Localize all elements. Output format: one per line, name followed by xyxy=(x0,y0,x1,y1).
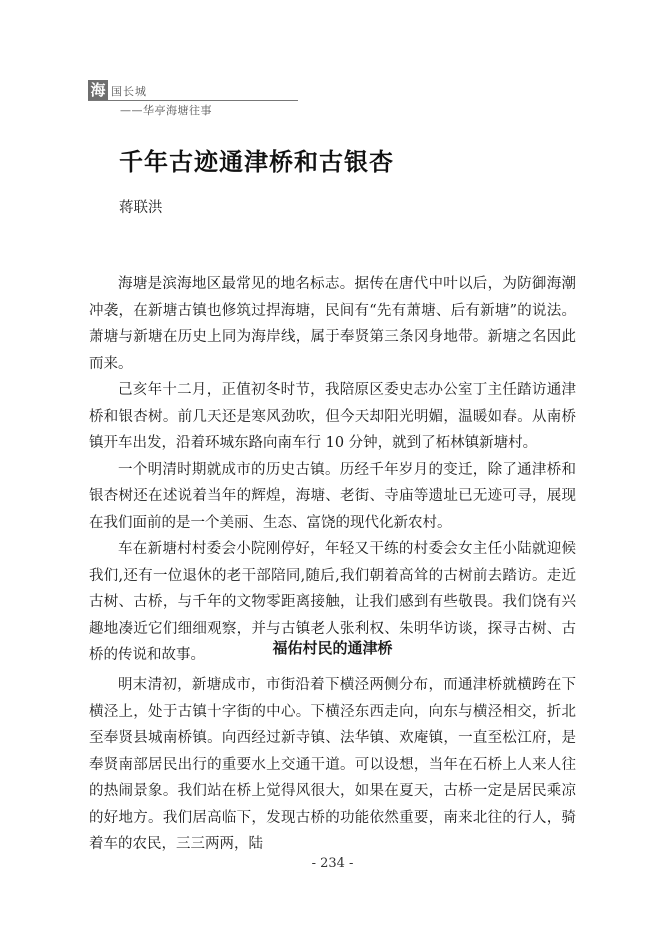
article-body xyxy=(89,271,576,669)
section-body xyxy=(89,672,576,858)
paragraph: 海塘是滨海地区最常见的地名标志。据传在唐代中叶以后，为防御海潮冲袭，在新塘古镇也修筑过捍海塘，民间有“先有萧塘、后有新塘”的说法。萧塘与新塘在历史上同为海岸线，属于奉贤第三条冈身地带。新塘之名因此而来。 xyxy=(89,276,576,372)
running-header xyxy=(88,80,308,120)
paragraph: 己亥年十二月，正值初冬时节，我陪原区委史志办公室丁主任踏访通津桥和银杏树。前几天还是寒风劲吹，但今天却阳光明媚，温暖如春。从南桥镇开车出发，沿着环城东路向南车行 10 分钟，就到了柘林镇新塘村。 xyxy=(89,382,576,451)
section-heading: 福佑村民的通津桥 xyxy=(272,639,393,657)
author-name: 蒋联洪 xyxy=(119,200,163,216)
page-number: - 234 - xyxy=(311,856,354,871)
header-divider xyxy=(88,100,298,101)
paragraph: 明末清初，新塘成市，市街沿着下横泾两侧分布，而通津桥就横跨在下横泾上，处于古镇十字街的中心。下横泾东西走向，向东与横泾相交，折北至奉贤县城南桥镇。向西经过新寺镇、法华镇、欢庵镇，一直至松江府，是奉贤南部居民出行的重要水上交通干道。可以设想，当年在石桥上人来人往的热闹景象。我们站在桥上觉得风很大，如果在夏天，古桥一定是居民乘凉的好地方。我们居高临下，发现古桥的功能依然重要，南来北往的行人，骑着车的农民，三三两两，陆 xyxy=(89,677,576,852)
series-logo: 海 xyxy=(88,80,108,100)
series-subtitle: ——华亭海塘往事 xyxy=(120,104,212,117)
article-title: 千年古迹通津桥和古银杏 xyxy=(119,147,394,176)
series-title: 国长城 xyxy=(111,85,147,98)
paragraph: 一个明清时期就成市的历史古镇。历经千年岁月的变迁，除了通津桥和银杏树还在述说着当年的辉煌，海塘、老街、寺庙等遗址已无迹可寻，展现在我们面前的是一个美丽、生态、富饶的现代化新农村。 xyxy=(89,461,576,531)
paragraph: 车在新塘村村委会小院刚停好，年轻又干练的村委会女主任小陆就迎候我们,还有一位退休的老干部陪同,随后,我们朝着高耸的古树前去踏访。走近古树、古桥，与千年的文物零距离接触，让我们感到有些敬畏。我们饶有兴趣地凑近它们细细观察，并与古镇老人张利权、朱明华访谈，探寻古树、古桥的传说和故事。 xyxy=(89,541,576,663)
